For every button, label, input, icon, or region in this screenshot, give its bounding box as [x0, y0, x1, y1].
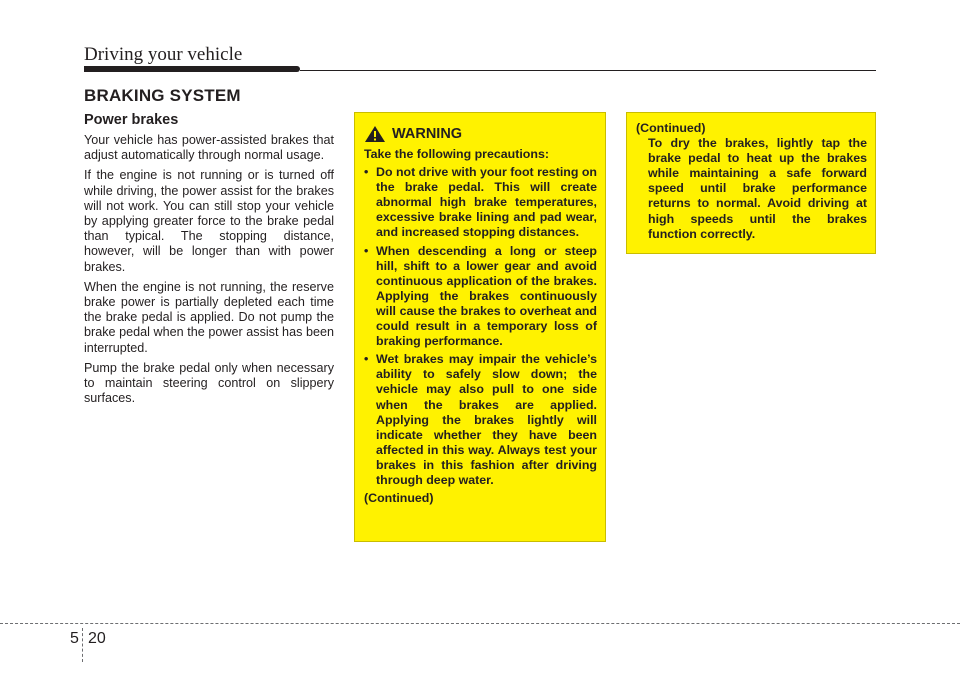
- warning-list: [364, 165, 597, 488]
- warning-box: [354, 112, 606, 542]
- power-brakes-paragraph: When the engine is not running, the reserve brake power is partially depleted each time the brake pedal is applied. Do not pump the brake pedal when the power assist has been interrupted.: [84, 279, 334, 355]
- continued-label: (Continued): [636, 121, 706, 135]
- bullet-mark: •: [364, 352, 369, 367]
- warning-item: [364, 352, 597, 488]
- header-bar: [84, 66, 300, 72]
- warning-item: [364, 165, 597, 240]
- bullet-mark: •: [364, 243, 369, 258]
- continued-text: To dry the brakes, lightly tap the brake pedal to heat up the brakes while maintaining a safe forward speed until brake performance returns to normal. Avoid driving at high speeds until the brakes function correctly.: [648, 136, 867, 241]
- warning-continued: (Continued): [364, 491, 434, 506]
- power-brakes-paragraph: Your vehicle has power-assisted brakes that adjust automatically through normal usage.: [84, 133, 334, 163]
- continued-box: [626, 112, 876, 254]
- header-rule: [300, 70, 876, 71]
- footer-tick: [82, 628, 83, 662]
- page-number: 20: [88, 630, 106, 647]
- warning-item-text: When descending a long or steep hill, shift to a lower gear and avoid continuous application of the brakes. Applying the brakes continuously will cause the brakes to overheat and could result in a temporary loss of braking performance.: [376, 243, 597, 349]
- warning-item-text: Do not drive with your foot resting on the brake pedal. This will create abnormal high brake temperatures, excessive brake lining and pad wear, and increased stopping distances.: [376, 165, 597, 240]
- warning-item-text: Wet brakes may impair the vehicle’s ability to safely slow down; the vehicle may also pull to one side when the brakes are applied. Applying the brakes lightly will indicate whether they have been affected in this way. Always test your brakes in this fashion after driving through deep water.: [376, 352, 597, 487]
- power-brakes-paragraph: If the engine is not running or is turned off while driving, the power assist for the brakes will not work. You can still stop your vehicle by applying greater force to the brake pedal than typical. The stopping distance, however, will be longer than with power brakes.: [84, 168, 334, 274]
- warning-item: [364, 244, 597, 350]
- power-brakes-column: [84, 112, 334, 411]
- power-brakes-paragraph: Pump the brake pedal only when necessary to maintain steering control on slippery surfaces.: [84, 360, 334, 406]
- chapter-title: Driving your vehicle: [84, 44, 243, 65]
- warning-intro: Take the following precautions:: [364, 147, 549, 161]
- bullet-mark: •: [364, 165, 369, 180]
- footer-rule: [0, 623, 960, 624]
- section-title: BRAKING SYSTEM: [84, 86, 241, 105]
- warning-header: [364, 125, 597, 143]
- warning-title: WARNING: [392, 126, 463, 142]
- power-brakes-heading: Power brakes: [84, 112, 179, 128]
- warning-triangle-icon: [364, 125, 386, 143]
- chapter-number: 5: [70, 630, 79, 647]
